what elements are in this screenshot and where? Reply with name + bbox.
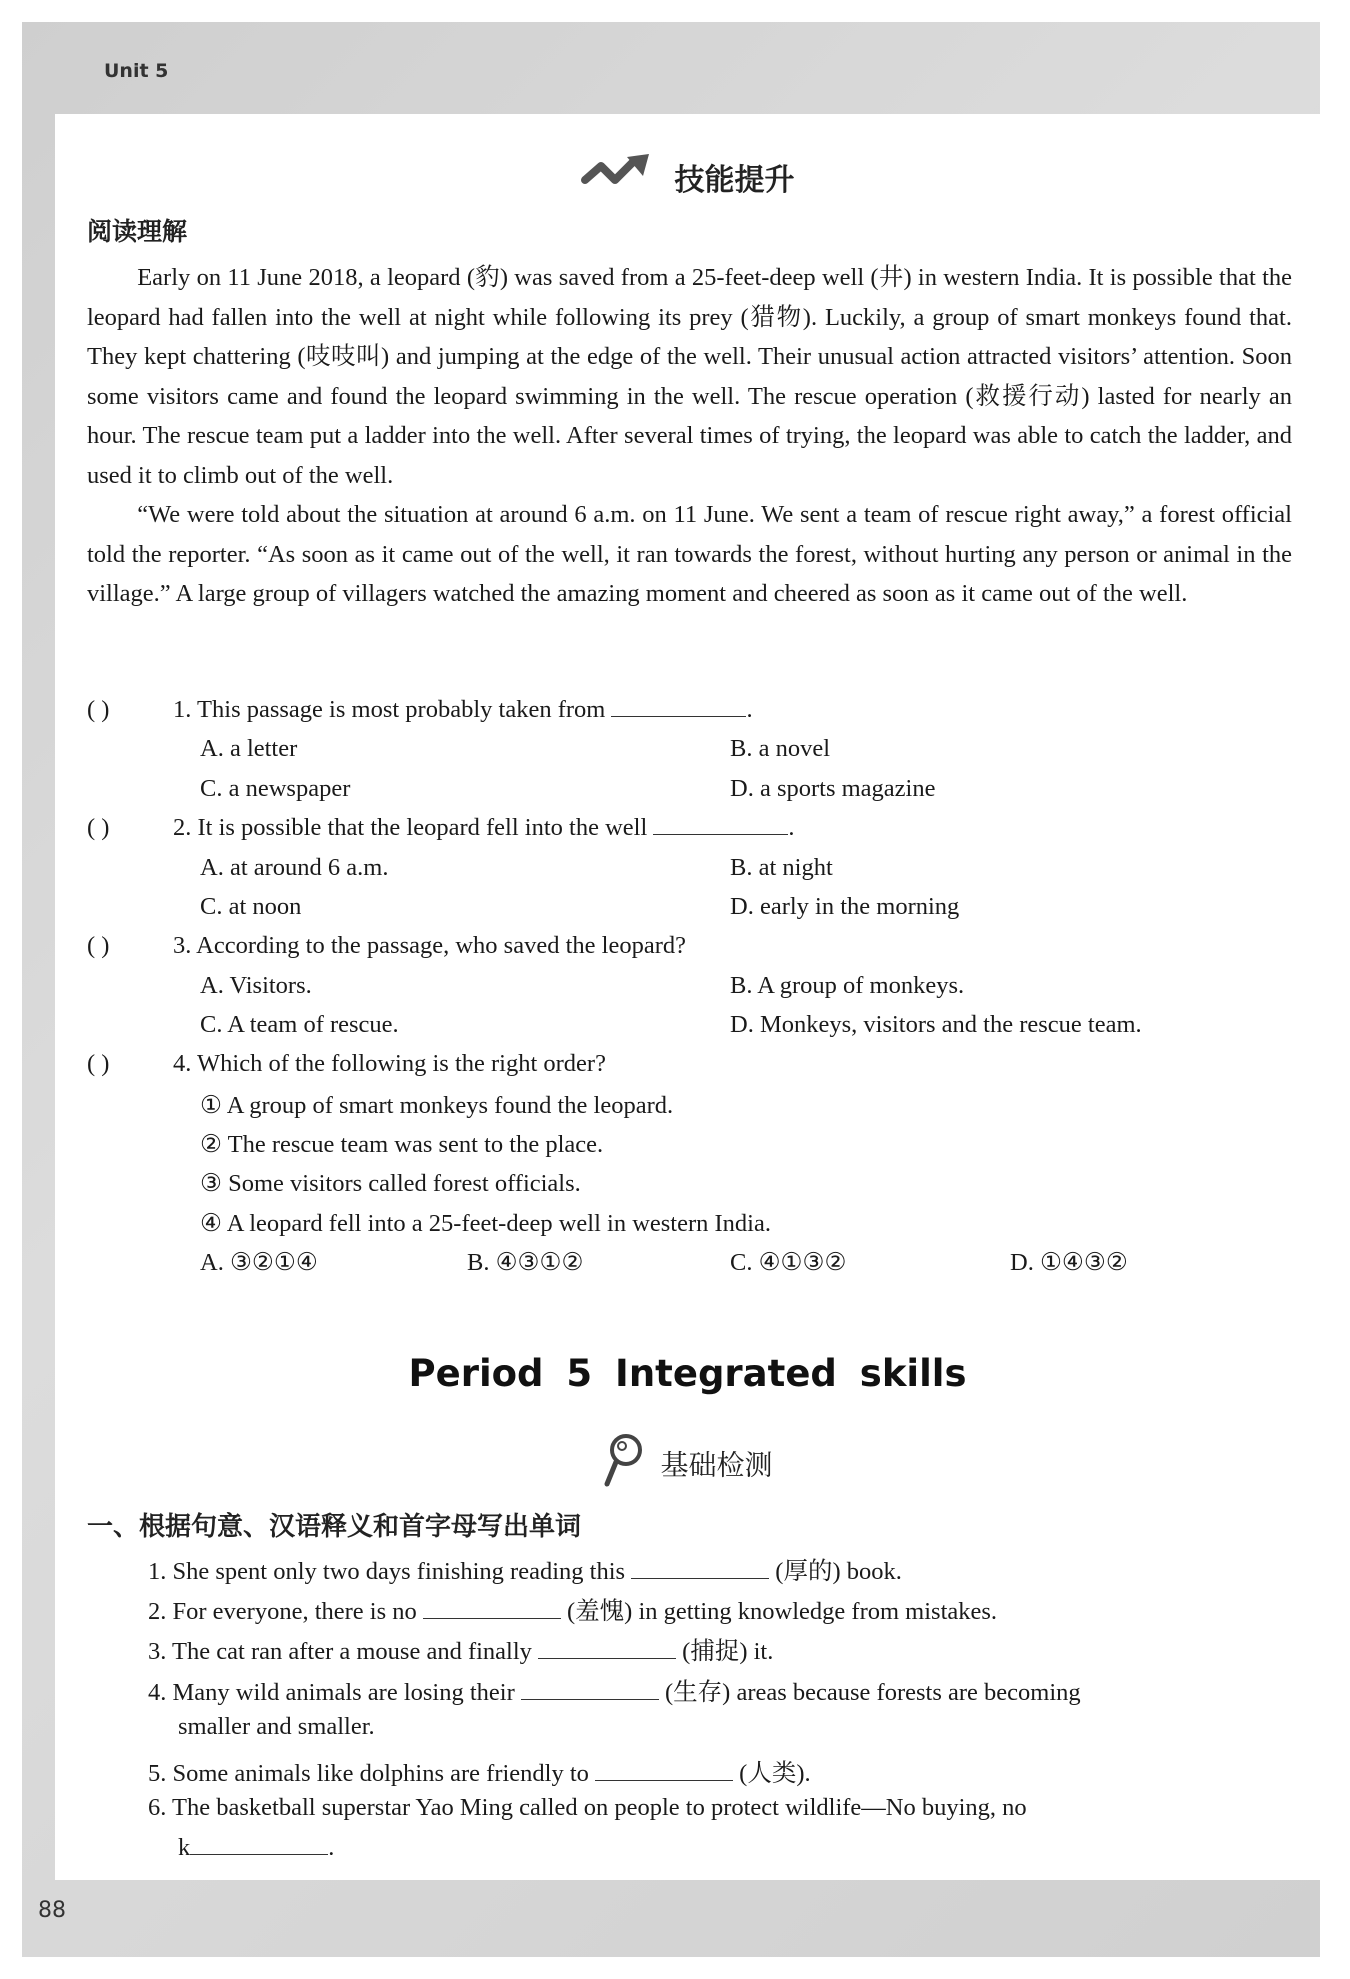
basics-section-title [55, 1432, 1320, 1495]
option-3c[interactable]: C. A team of rescue. [200, 1011, 399, 1038]
reading-passage [87, 258, 1292, 614]
page-number: 88 [38, 1898, 66, 1923]
content [55, 114, 1320, 1880]
answer-blank[interactable] [538, 1638, 676, 1659]
item-text-after: (生存) areas because forests are becoming [665, 1679, 1081, 1706]
item-text-after: (人类). [739, 1760, 811, 1787]
exercise-item-2 [148, 1592, 997, 1627]
exercise-item-1 [148, 1552, 902, 1587]
basics-title-text: 基础检测 [660, 1448, 773, 1482]
skills-title-text: 技能提升 [674, 163, 795, 198]
question-stem: 3. According to the passage, who saved the leopard? [173, 932, 686, 959]
answer-paren[interactable]: ( ) [87, 696, 110, 723]
item-text-after: . [328, 1834, 335, 1861]
option-4c[interactable]: C. ④①③② [730, 1249, 847, 1276]
exercise-item-4 [148, 1673, 1081, 1708]
exercise-item-5 [148, 1754, 811, 1789]
exercise-item-3 [148, 1632, 773, 1667]
statement-4: ④ A leopard fell into a 25-feet-deep well in western India. [200, 1210, 771, 1237]
skills-section-title [55, 154, 1320, 200]
question-1 [87, 696, 753, 724]
option-2a[interactable]: A. at around 6 a.m. [200, 854, 389, 881]
statement-1: ① A group of smart monkeys found the leopard. [200, 1092, 674, 1119]
item-text-before: 1. She spent only two days finishing reading this [148, 1558, 626, 1585]
item-initial-letter: k [178, 1834, 191, 1861]
option-1d[interactable]: D. a sports magazine [730, 775, 936, 802]
reading-heading: 阅读理解 [87, 217, 188, 246]
option-1a[interactable]: A. a letter [200, 735, 298, 762]
option-2d[interactable]: D. early in the morning [730, 893, 960, 920]
exercise-heading: 一、根据句意、汉语释义和首字母写出单词 [87, 1512, 582, 1542]
answer-paren[interactable]: ( ) [87, 814, 110, 841]
exercise-item-6: 6. The basketball superstar Yao Ming called on people to protect wildlife—No buying, no [148, 1794, 1027, 1821]
question-stem: 2. It is possible that the leopard fell into the well [173, 814, 648, 841]
trend-arrow-icon [581, 154, 661, 200]
option-3b[interactable]: B. A group of monkeys. [730, 972, 965, 999]
item-text-before: 3. The cat ran after a mouse and finally [148, 1638, 532, 1665]
question-stem: 1. This passage is most probably taken from [173, 696, 606, 723]
statement-3: ③ Some visitors called forest officials. [200, 1170, 581, 1197]
item-text-before: 5. Some animals like dolphins are friendly to [148, 1760, 589, 1787]
option-1b[interactable]: B. a novel [730, 735, 831, 762]
item-text-after: (厚的) book. [775, 1558, 902, 1585]
item-text-before: 4. Many wild animals are losing their [148, 1679, 515, 1706]
option-3a[interactable]: A. Visitors. [200, 972, 312, 999]
answer-blank[interactable] [190, 1834, 328, 1855]
option-4b[interactable]: B. ④③①② [467, 1249, 584, 1276]
item-text-after: (捕捉) it. [682, 1638, 774, 1665]
option-2b[interactable]: B. at night [730, 854, 833, 881]
question-end: . [746, 696, 753, 723]
passage-paragraph-1: Early on 11 June 2018, a leopard (豹) was saved from a 25-feet-deep well (井) in western India. It is possible that the leopard had fallen into the well at night while following its prey (猎物). Luckily, a group of smart monkeys found that. They kept chattering (吱吱叫) and jumping at the edge of the well. Their unusual action attracted visitors’ attention. Soon some visitors came and found the leopard swimming in the well. The rescue operation (救援行动) lasted for nearly an hour. The rescue team put a ladder into the well. After several times of trying, the leopard was able to catch the ladder, and used it to climb out of the well. [87, 264, 1292, 489]
question-2 [87, 814, 795, 842]
item-text-after: (羞愧) in getting knowledge from mistakes. [567, 1598, 998, 1625]
passage-paragraph-2: “We were told about the situation at around 6 a.m. on 11 June. We sent a team of rescue right away,” a forest official told the reporter. “As soon as it came out of the well, it ran towards the forest, without hurting any person or animal in the village.” A large group of villagers watched the amazing moment and cheered as soon as it came out of the well. [87, 501, 1292, 607]
statement-2: ② The rescue team was sent to the place. [200, 1131, 604, 1158]
unit-label: Unit 5 [104, 60, 169, 82]
answer-blank[interactable] [631, 1558, 769, 1579]
question-stem: 4. Which of the following is the right order? [173, 1050, 606, 1077]
magnifier-icon [602, 1432, 646, 1495]
question-4 [87, 1050, 606, 1078]
item-text-before: 2. For everyone, there is no [148, 1598, 417, 1625]
exercise-item-6-continuation [178, 1834, 334, 1862]
answer-paren[interactable]: ( ) [87, 1050, 110, 1077]
period-title: Period 5 Integrated skills [408, 1352, 967, 1395]
option-3d[interactable]: D. Monkeys, visitors and the rescue team. [730, 1011, 1142, 1038]
exercise-item-4-continuation: smaller and smaller. [178, 1713, 375, 1740]
answer-blank[interactable] [595, 1760, 733, 1781]
answer-blank[interactable] [653, 814, 788, 835]
answer-blank[interactable] [423, 1598, 561, 1619]
question-3 [87, 932, 686, 960]
answer-blank[interactable] [521, 1679, 659, 1700]
option-1c[interactable]: C. a newspaper [200, 775, 351, 802]
page-sheet [55, 114, 1320, 1880]
question-end: . [788, 814, 795, 841]
answer-blank[interactable] [611, 696, 746, 717]
option-4d[interactable]: D. ①④③② [1010, 1249, 1128, 1276]
option-4a[interactable]: A. ③②①④ [200, 1249, 318, 1276]
option-2c[interactable]: C. at noon [200, 893, 302, 920]
answer-paren[interactable]: ( ) [87, 932, 110, 959]
